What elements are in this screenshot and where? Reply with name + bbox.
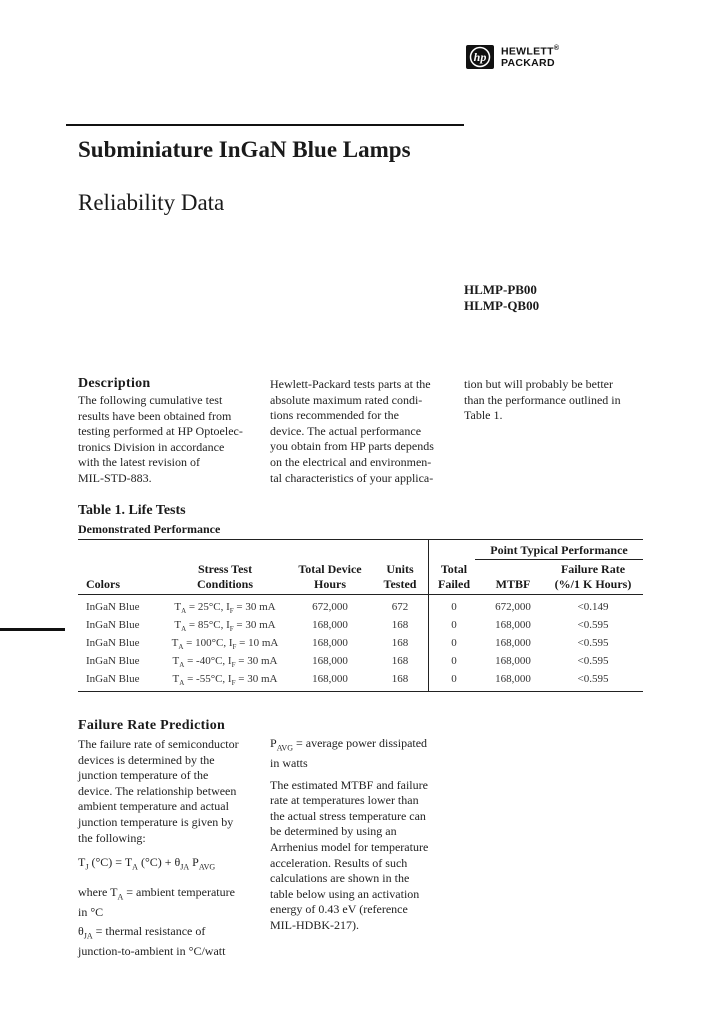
cell-color: InGaN Blue xyxy=(86,601,140,613)
page-subtitle: Reliability Data xyxy=(78,190,225,215)
table-bottom-rule xyxy=(78,691,643,692)
cell-rate: <0.595 xyxy=(577,673,609,685)
cell-failed: 0 xyxy=(451,673,457,685)
cell-color: InGaN Blue xyxy=(86,619,140,631)
logo-text-packard: PACKARD xyxy=(501,57,555,69)
cell-rate: <0.595 xyxy=(577,637,609,649)
header-failure-rate: Failure Rate (%/1 K Hours) xyxy=(554,562,632,591)
cell-hours: 168,000 xyxy=(312,619,348,631)
part-number: HLMP-PB00 xyxy=(464,282,537,297)
cell-stress-conditions: $T_A = -40^\circ C$, $I_F = 30$ mA xyxy=(172,655,278,670)
description-column-3: tion but will probably be better than the performance outlined in Table 1. xyxy=(464,377,621,423)
header-mtbf: MTBF xyxy=(495,577,531,591)
junction-temperature-equation: $T_J$ $(^\circ C) = T_A$ $(^\circ C) + \theta_{JA}$ $P_{AVG}$ xyxy=(78,855,216,872)
cell-mtbf: 672,000 xyxy=(495,601,531,613)
table-header-rule xyxy=(78,594,643,595)
part-number: HLMP-QB00 xyxy=(464,298,540,313)
failure-rate-column-2: $P_{AVG}$ = average power dissipated in watts The estimated MTBF and failure rate at temperatures lower than the actual stress temperature can be determined by using an Arrhenius model for temperature acceleration. Results of such calculations are shown in the table below using an activation energy of 0.43 eV (reference MIL-HDBK-217). xyxy=(270,736,429,932)
cell-units: 168 xyxy=(391,619,409,631)
header-stress: Stress Test Conditions xyxy=(196,562,254,591)
cell-hours: 168,000 xyxy=(312,637,348,649)
cell-mtbf: 168,000 xyxy=(495,619,531,631)
cell-stress-conditions: $T_A = 100^\circ C$, $I_F = 10$ mA xyxy=(171,637,279,652)
cell-hours: 168,000 xyxy=(312,655,348,667)
cell-stress-conditions: $T_A = 85^\circ C$, $I_F = 30$ mA xyxy=(174,619,276,634)
group-header-rule xyxy=(475,559,643,560)
page-title: Subminiature InGaN Blue Lamps xyxy=(78,137,411,162)
thermal-resistance-definition: $\theta_{JA}$ = thermal resistance of xyxy=(78,923,206,941)
description-heading: Description xyxy=(78,376,151,391)
table-title: Table 1. Life Tests xyxy=(78,503,186,518)
registered-mark: ® xyxy=(553,45,560,52)
cell-failed: 0 xyxy=(451,601,457,613)
cell-rate: <0.595 xyxy=(577,619,609,631)
table-top-rule xyxy=(78,539,643,540)
cell-failed: 0 xyxy=(451,619,457,631)
cell-stress-conditions: $T_A = -55^\circ C$, $I_F = 30$ mA xyxy=(172,673,278,688)
cell-mtbf: 168,000 xyxy=(495,637,531,649)
table-column-divider xyxy=(428,539,429,691)
cell-hours: 672,000 xyxy=(312,601,348,613)
cell-hours: 168,000 xyxy=(312,673,348,685)
part-numbers xyxy=(464,282,539,314)
cell-stress-conditions: $T_A = 25^\circ C$, $I_F = 30$ mA xyxy=(174,601,276,616)
cell-failed: 0 xyxy=(451,637,457,649)
logo-text-hewlett: HEWLETT® xyxy=(501,45,560,58)
cell-mtbf: 168,000 xyxy=(495,673,531,685)
cell-units: 168 xyxy=(391,655,409,667)
table-subtitle: Demonstrated Performance xyxy=(78,522,221,536)
cell-units: 672 xyxy=(391,601,409,613)
header-failed: Total Failed xyxy=(438,562,470,591)
cell-color: InGaN Blue xyxy=(86,655,140,667)
cell-rate: <0.149 xyxy=(577,601,609,613)
description-column-1: The following cumulative test results have been obtained from testing performed at HP Optoelec- tronics Division in accordance with the latest revision of MIL-STD-883. xyxy=(78,393,243,485)
cell-color: InGaN Blue xyxy=(86,637,140,649)
ambient-temperature-definition: where $T_A$ = ambient temperature xyxy=(78,885,235,902)
cell-color: InGaN Blue xyxy=(86,673,140,685)
page-edge-tab xyxy=(0,628,65,631)
hp-logo-icon xyxy=(466,45,494,69)
cell-mtbf: 168,000 xyxy=(495,655,531,667)
group-header: Point Typical Performance xyxy=(490,543,628,557)
average-power-definition: $P_{AVG}$ = average power dissipated xyxy=(270,736,428,753)
cell-failed: 0 xyxy=(451,655,457,667)
description-column-2: Hewlett-Packard tests parts at the absolute maximum rated condi- tions recommended for the device. The actual performance you obtain from HP parts depends on the electrical and environmen- tal characteristics of your applica- xyxy=(270,377,434,485)
cell-units: 168 xyxy=(391,637,409,649)
cell-units: 168 xyxy=(391,673,409,685)
header-units: Units Tested xyxy=(383,562,417,591)
failure-rate-column-1: The failure rate of semiconductor devices is determined by the junction temperature of the device. The relationship between ambient temperature and actual junction temperature is given by the following: $T_J$ $(^\circ C) = T_A$ $(^\circ C) + \theta_{JA}$ $P_{AVG}$ where $T_A$ = ambient temperature in °C $\theta_{JA}$ = thermal resistance of junction-to-ambient in °C/watt xyxy=(78,737,239,958)
header-hours: Total Device Hours xyxy=(298,562,362,591)
cell-rate: <0.595 xyxy=(577,655,609,667)
logo-glyph: hp xyxy=(473,50,487,64)
title-rule xyxy=(66,124,464,126)
header-colors: Colors xyxy=(86,577,120,591)
failure-rate-heading: Failure Rate Prediction xyxy=(78,718,226,733)
